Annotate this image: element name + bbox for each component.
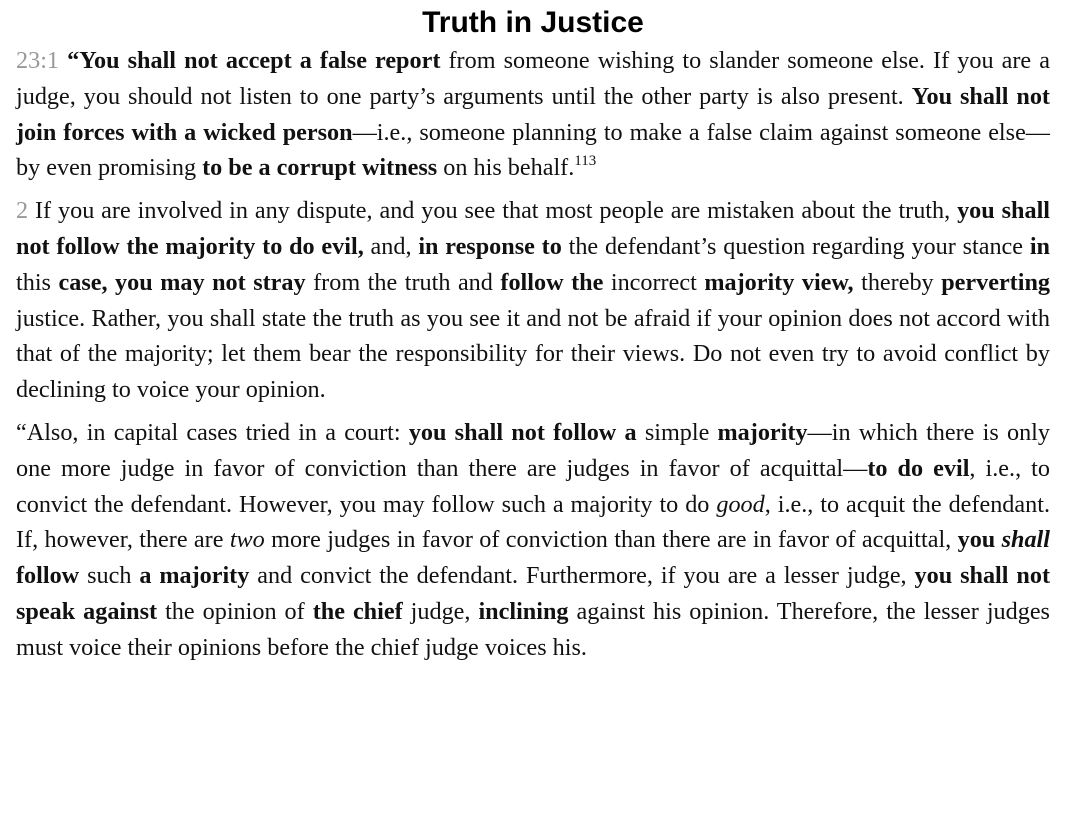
text-run: majority view, [704,268,854,296]
text-run: simple [636,418,718,446]
text-run: judge, [402,597,479,625]
text-run: thereby [853,268,942,296]
text-run: against his opinion. Therefore, the lesser judges must voice their opinions before the chief judge voices his. [16,597,1050,661]
text-run: follow the [500,268,604,296]
text-run: majority [717,418,808,446]
text-run: you shall not speak against [16,562,1051,625]
text-run: such [79,562,140,590]
text-run: —in which there is only one more judge in favor of conviction than there are judges in favor of acquittal— [16,418,1050,482]
text-run: and, [363,232,419,260]
text-run: follow [16,562,80,590]
section-title: Truth in Justice [422,6,644,39]
text-run: incorrect [603,268,705,296]
text-run: on his behalf. [437,154,575,182]
text-run: “You shall not accept a false report [67,47,441,74]
footnote-marker: 113 [574,153,597,170]
text-run: You shall not join forces with a wicked person [16,82,1050,146]
paragraph [16,43,1050,186]
text-run: If you are involved in any dispute, and you see that most people are mistaken about the truth, [35,197,958,225]
text-run: case, you may not stray [58,268,306,296]
text-run: to do evil [867,454,970,482]
text-run: , i.e., to acquit the defendant. If, however, there are [16,490,1050,554]
text-run: a majority [139,562,250,590]
verse-number: 23:1 [16,47,68,74]
text-run: from someone wishing to slander someone else. If you are a judge, you should not listen to one party’s arguments until the other party is also present. [16,47,1050,110]
text-run: from the truth and [305,268,501,296]
text-run: and convict the defendant. Furthermore, if you are a lesser judge, [249,562,915,590]
text-run: perverting [941,268,1050,296]
text-run: two [229,526,265,554]
text-run: in response to [418,232,562,260]
paragraph [16,193,1050,408]
text-run: good [716,490,765,518]
body-text [16,43,1050,666]
text-run: inclining [478,597,569,625]
paragraph [16,415,1050,666]
document-page [16,0,1050,673]
text-run: the opinion of [157,597,313,625]
text-run: you [957,526,1002,554]
text-run: “Also, in capital cases tried in a court: [16,418,409,446]
text-run: you shall not follow the majority to do evil, [16,197,1051,260]
text-run: this [16,268,59,296]
text-run: in [1029,232,1050,260]
text-run: —i.e., someone planning to make a false claim against someone else—by even promising [16,118,1050,182]
text-run: justice. Rather, you shall state the truth as you see it and not be afraid if your opinion does not accord with that of the majority; let them bear the responsibility for their views. Do not even try to avoid conflict by declining to voice your opinion. [16,304,1050,404]
text-run: shall [1001,526,1050,554]
text-run: to be a corrupt witness [202,154,438,182]
text-run: more judges in favor of conviction than there are in favor of acquittal, [264,526,958,554]
verse-number: 2 [16,197,35,225]
text-run: the defendant’s question regarding your stance [561,232,1030,260]
text-run: you shall not follow a [408,418,637,446]
text-run: the chief [312,597,403,625]
text-run: , i.e., to convict the defendant. However, you may follow such a majority to do [16,454,1050,518]
